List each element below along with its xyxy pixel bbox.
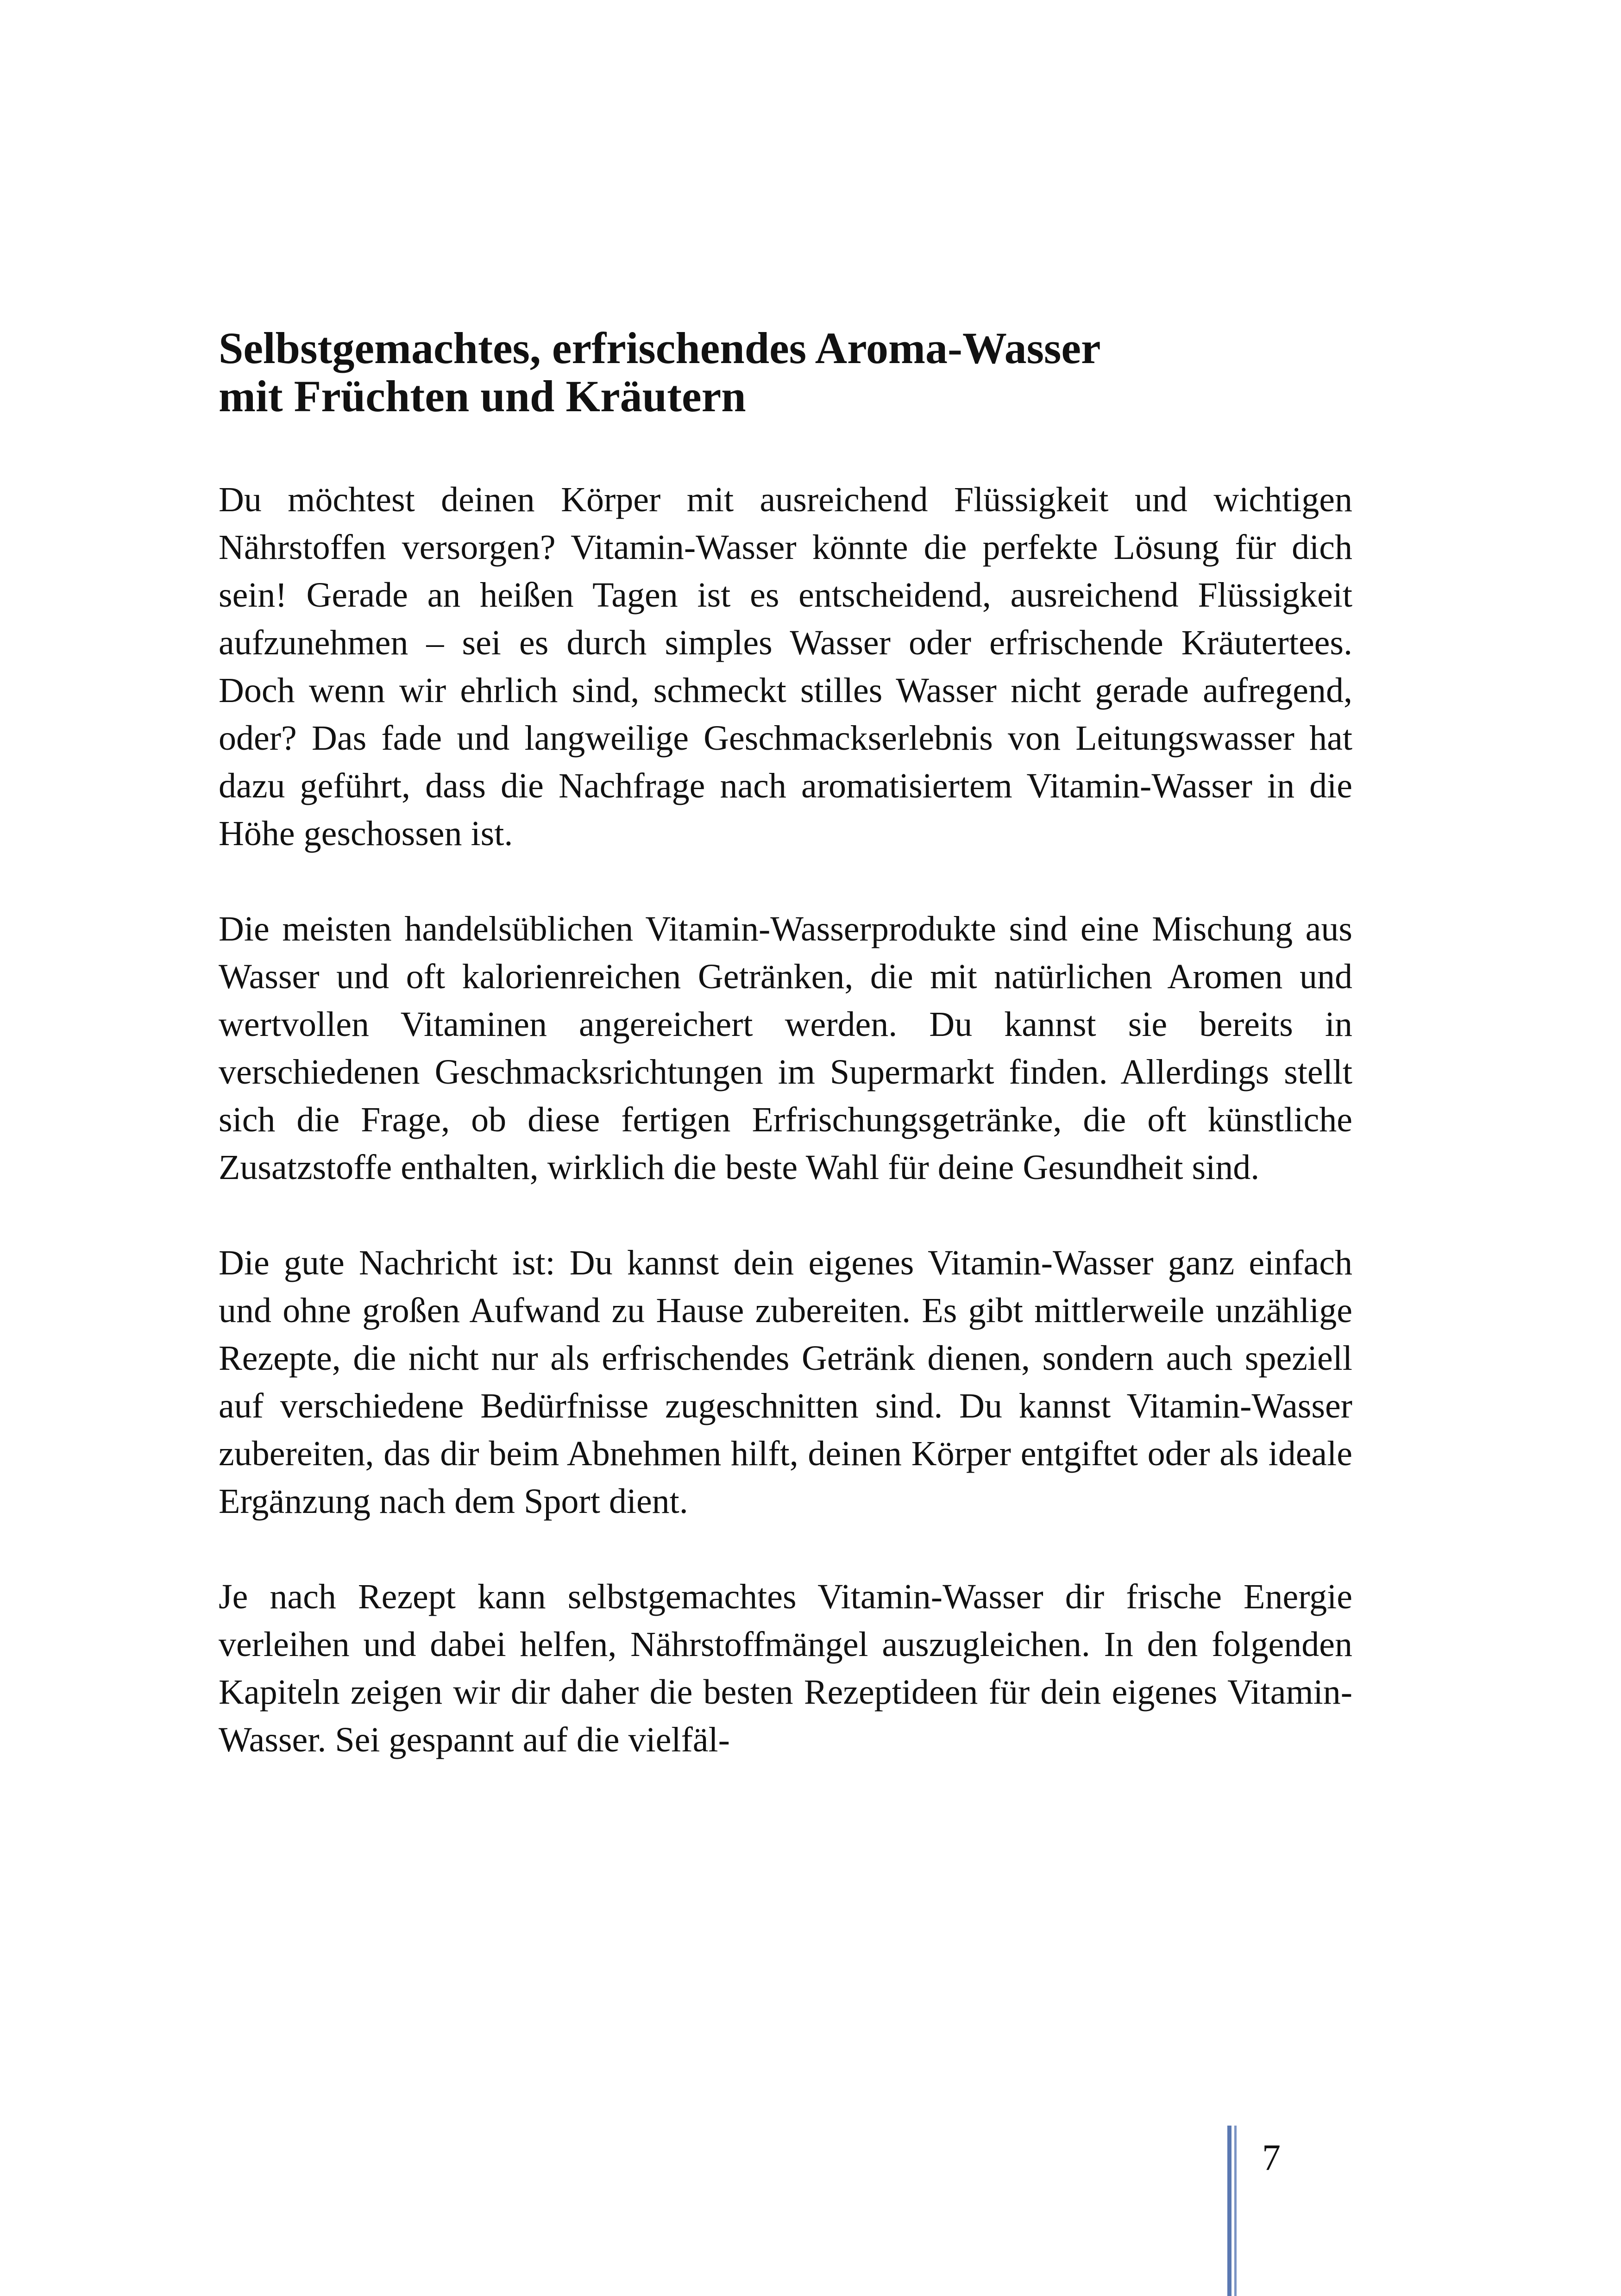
footer-vertical-rule xyxy=(1227,2126,1241,2296)
footer-rule-bar xyxy=(1234,2126,1237,2296)
body-paragraph-1: Du möchtest deinen Körper mit ausreichend Flüssigkeit und wichtigen Nährstoffen versorgen? Vitamin-Wasser könnte die perfekte Lösung für dich sein! Gerade an heißen Tagen ist es entscheidend, ausreichend Flüssigkeit aufzunehmen – sei es durch simples Wasser oder erfrischende Kräutertees. Doch wenn wir ehrlich sind, schmeckt stilles Wasser nicht gerade aufregend, oder? Das fade und langweilige Geschmackserlebnis von Leitungswasser hat dazu geführt, dass die Nachfrage nach aromatisiertem Vitamin-Wasser in die Höhe geschossen ist. xyxy=(219,480,1352,853)
page-number: 7 xyxy=(1262,2138,1281,2178)
body-paragraph-2: Die meisten handelsüblichen Vitamin-Wasserprodukte sind eine Mischung aus Wasser und oft kalorienreichen Getränken, die mit natürlichen Aromen und wertvollen Vitaminen angereichert werden. Du kannst sie bereits in verschiedenen Geschmacksrichtungen im Supermarkt finden. Allerdings stellt sich die Frage, ob diese fertigen Erfrischungsgetränke, die oft künstliche Zusatzstoffe enthalten, wirklich die beste Wahl für deine Gesundheit sind. xyxy=(219,910,1352,1187)
body-paragraph-3: Die gute Nachricht ist: Du kannst dein eigenes Vitamin-Wasser ganz einfach und ohne großen Aufwand zu Hause zubereiten. Es gibt mittlerweile unzählige Rezepte, die nicht nur als erfrischendes Getränk dienen, sondern auch speziell auf verschiedene Bedürfnisse zugeschnitten sind. Du kannst Vitamin-Wasser zubereiten, das dir beim Abnehmen hilft, deinen Körper entgiftet oder als ideale Ergänzung nach dem Sport dient. xyxy=(219,1243,1352,1521)
chapter-title xyxy=(219,324,1352,420)
body-paragraph-4: Je nach Rezept kann selbstgemachtes Vitamin-Wasser dir frische Energie verleihen und dabei helfen, Nährstoffmängel auszugleichen. In den folgenden Kapiteln zeigen wir dir daher die besten Rezeptideen für dein eigenes Vitamin-Wasser. Sei gespannt auf die vielfäl- xyxy=(219,1577,1352,1759)
chapter-title-line-2: mit Früchten und Kräutern xyxy=(219,371,746,421)
page-content xyxy=(219,324,1352,1812)
chapter-title-line-1: Selbstgemachtes, erfrischendes Aroma-Wasser xyxy=(219,323,1101,373)
footer-rule-bar xyxy=(1227,2126,1231,2296)
